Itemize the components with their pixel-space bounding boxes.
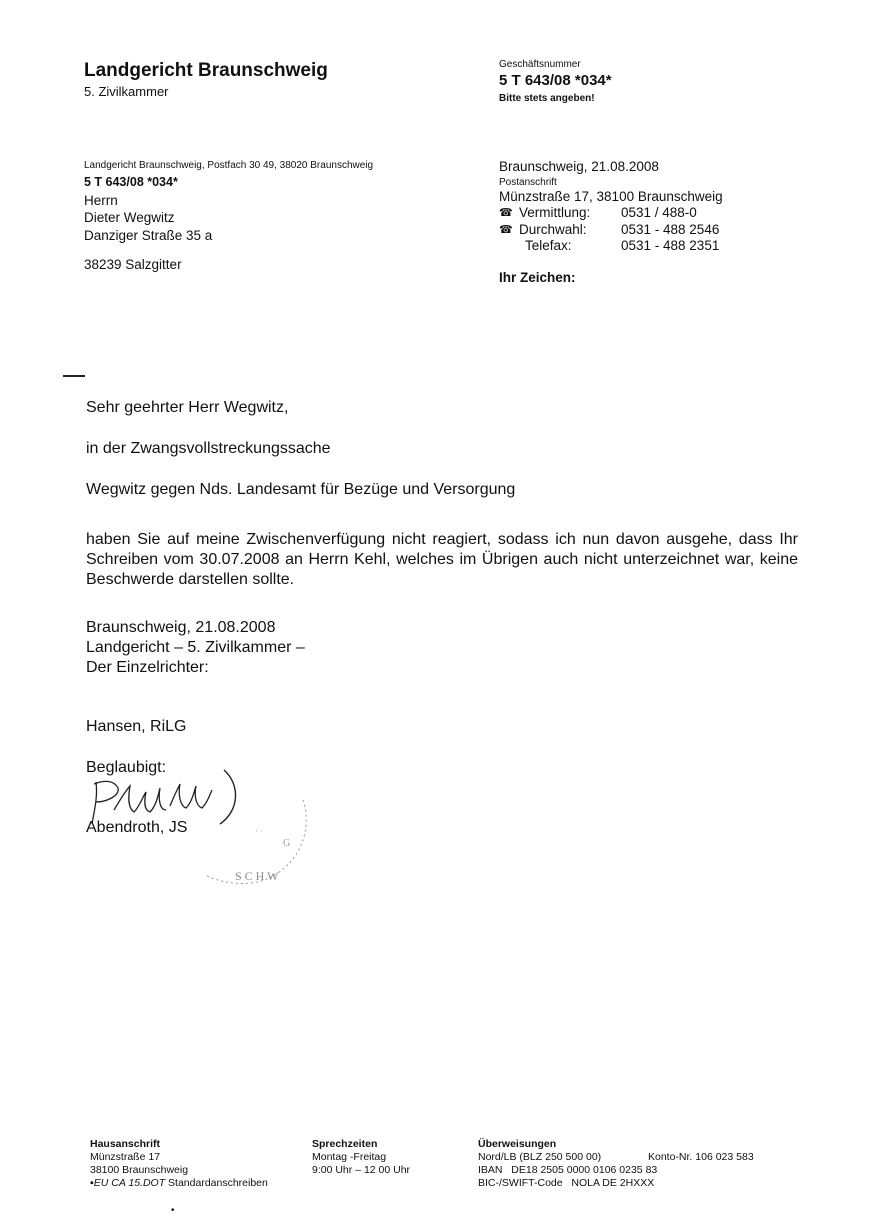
house-city: 38100 Braunschweig: [90, 1164, 189, 1176]
recipient-city: 38239 Salzgitter: [84, 257, 182, 272]
footer-bank: [478, 1138, 754, 1190]
fold-mark: [63, 375, 85, 377]
bank-name: Nord/LB (BLZ 250 500 00): [478, 1151, 602, 1163]
closing-place-date: Braunschweig, 21.08.2008: [86, 619, 276, 636]
recipient-street: Danziger Straße 35 a: [84, 227, 213, 243]
recipient-name: Dieter Wegwitz: [84, 210, 175, 225]
reference-note: Bitte stets angeben!: [499, 93, 595, 104]
durchwahl-row: [499, 222, 723, 239]
recipient-salutation: Herrn: [84, 192, 118, 208]
house-address-label: Hausanschrift: [90, 1138, 161, 1150]
certified-label: Beglaubigt:: [86, 759, 167, 776]
transfer-label: Überweisungen: [478, 1138, 557, 1150]
chamber-name: 5. Zivilkammer: [84, 84, 169, 99]
closing-court: Landgericht – 5. Zivilkammer –: [86, 639, 305, 656]
reference-label: Geschäftsnummer: [499, 59, 581, 70]
telephone-icon: ☎: [499, 223, 513, 236]
court-name: Landgericht Braunschweig: [84, 60, 328, 81]
case-parties: Wegwitz gegen Nds. Landesamt für Bezüge und Versorgung: [86, 481, 516, 498]
vermittlung-label: Vermittlung:: [519, 205, 591, 220]
vermittlung-row: [499, 205, 723, 222]
office-hours-time: 9:00 Uhr – 12 00 Uhr: [312, 1164, 411, 1176]
durchwahl-number: 0531 - 488 2546: [621, 221, 720, 237]
office-hours-label: Sprechzeiten: [312, 1138, 378, 1150]
postal-label: Postanschrift: [499, 176, 557, 188]
scan-speck: •: [171, 1205, 175, 1216]
template-suffix: Standardanschreiben: [165, 1177, 268, 1189]
judge-signature-name: Hansen, RiLG: [86, 718, 187, 735]
main-paragraph: haben Sie auf meine Zwischenverfügung nicht reagiert, sodass ich nun davon ausgehe, dass Ihr Schreiben vom 30.07.2008 an Herrn Kehl, welches im Übrigen auch nicht unterzeichnet war, keine Beschwerde darstellen sollte.: [86, 531, 798, 588]
their-reference-label: Ihr Zeichen:: [499, 270, 576, 285]
letter-date: Braunschweig, 21.08.2008: [499, 159, 659, 174]
sender-return-address: Landgericht Braunschweig, Postfach 30 49, 38020 Braunschweig: [84, 160, 374, 171]
telephone-icon: ☎: [499, 207, 513, 219]
greeting: Sehr geehrter Herr Wegwitz,: [86, 399, 289, 416]
office-hours-days: Montag -Freitag: [312, 1151, 387, 1163]
iban-row: [478, 1164, 754, 1177]
case-intro: in der Zwangsvollstreckungssache: [86, 440, 331, 457]
reference-number: 5 T 643/08 *034*: [499, 72, 612, 89]
recipient-reference: 5 T 643/08 *034*: [84, 175, 178, 189]
svg-text:· ·: · ·: [255, 826, 264, 836]
iban-label: IBAN: [478, 1164, 503, 1176]
footer-hours: [312, 1138, 410, 1177]
iban-value: DE18 2505 0000 0106 0235 83: [511, 1164, 658, 1176]
postal-address: Münzstraße 17, 38100 Braunschweig: [499, 188, 723, 204]
account-number: Konto-Nr. 106 023 583: [648, 1151, 754, 1163]
telefax-label: Telefax:: [525, 238, 572, 253]
footer-address: [90, 1138, 268, 1190]
contact-info-block: [499, 159, 723, 255]
template-reference: ▪EU CA 15.DOT Standardanschreiben: [90, 1177, 268, 1189]
svg-text:G: G: [283, 838, 291, 849]
telefax-row: [499, 238, 723, 255]
vermittlung-number: 0531 / 488-0: [621, 205, 697, 220]
house-street: Münzstraße 17: [90, 1151, 161, 1163]
bic-row: [478, 1177, 754, 1190]
certifier-name: Abendroth, JS: [86, 819, 188, 836]
svg-text:S C H W: S C H W: [235, 869, 279, 883]
template-code: EU CA 15.DOT: [93, 1177, 166, 1189]
bic-label: BIC-/SWIFT-Code: [478, 1177, 563, 1189]
closing-role: Der Einzelrichter:: [86, 659, 209, 676]
court-seal-stamp: [195, 780, 315, 890]
telefax-number: 0531 - 488 2351: [621, 238, 720, 253]
bic-value: NOLA DE 2HXXX: [571, 1177, 655, 1189]
recipient-address: [84, 174, 212, 244]
durchwahl-label: Durchwahl:: [519, 221, 587, 237]
bank-row: [478, 1151, 754, 1164]
closing-block: [86, 618, 305, 678]
